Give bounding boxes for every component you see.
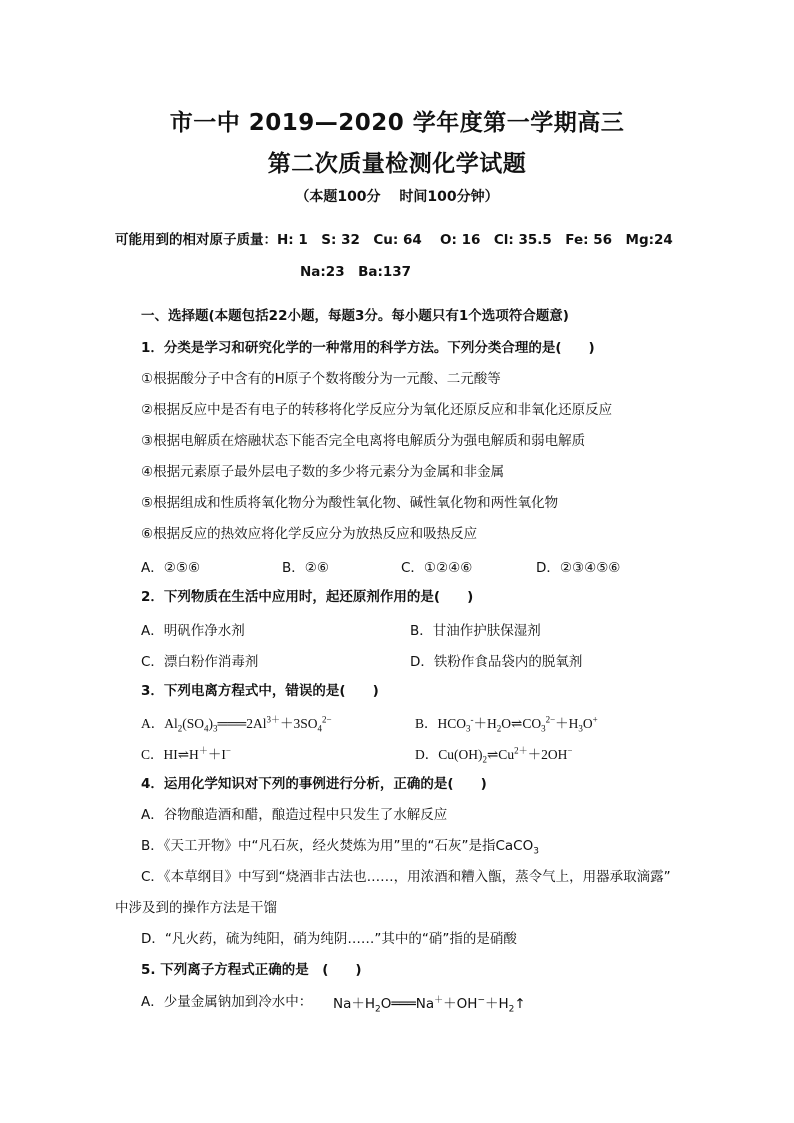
q3-option-d: D．$Cu(OH)_2\rightleftharpoons Cu^{2+}+2OH^-$	[415, 745, 573, 765]
q3-stem: 3．下列电离方程式中，错误的是( )	[141, 683, 379, 699]
q1-item-5: ⑤根据组成和性质将氧化物分为酸性氧化物、碱性氧化物和两性氧化物	[141, 495, 559, 511]
q4-stem: 4．运用化学知识对下列的事例进行分析，正确的是( )	[141, 776, 487, 792]
q1-option-d: D．②③④⑤⑥	[536, 560, 621, 576]
q3-option-c: C．HI⇌H＋＋I−	[141, 745, 231, 762]
q3-option-b: B．$HCO_3^-+H_2O\rightleftharpoons CO_3^{2-}+H_3O^+$	[415, 714, 598, 734]
title-line-2: 第二次质量检测化学试题	[267, 151, 527, 177]
q4-option-c-line-2: 中涉及到的操作方法是干馏	[115, 900, 277, 916]
q3-option-a: A．$Al_2(SO_4)_3═══2Al^{3+}+3SO_4^{2-}$	[141, 714, 332, 734]
q4-option-d: D．“凡火药，硫为纯阳，硝为纯阴……”其中的“硝”指的是硝酸	[141, 931, 517, 947]
q5-option-a-equation: $Na+H_2O═══Na^++OH^-+H_2↑$	[333, 995, 526, 1015]
section-heading: 一、选择题(本题包括22小题，每题3分。每小题只有1个选项符合题意)	[141, 308, 569, 324]
q5-option-a-label: A．少量金属钠加到冷水中：	[141, 994, 313, 1010]
q2-stem: 2．下列物质在生活中应用时，起还原剂作用的是( )	[141, 589, 474, 605]
q1-option-a: A．②⑤⑥	[141, 560, 201, 576]
q1-option-b: B．②⑥	[282, 560, 329, 576]
q2-option-c: C．漂白粉作消毒剂	[141, 654, 259, 670]
q1-option-c: C．①②④⑥	[401, 560, 473, 576]
atomic-mass-line-1: 可能用到的相对原子质量：H: 1 S: 32 Cu: 64 O: 16 Cl: 35.5 Fe: 56 Mg:24	[115, 232, 673, 248]
q1-item-2: ②根据反应中是否有电子的转移将化学反应分为氧化还原反应和非氧化还原反应	[141, 402, 613, 418]
q4-option-c-line-1: C．《本草纲目》中写到“烧酒非古法也……，用浓酒和糟入甑，蒸令气上，用器承取滴露”	[141, 869, 671, 885]
q2-option-b: B．甘油作护肤保湿剂	[410, 623, 541, 639]
q1-stem: 1．分类是学习和研究化学的一种常用的科学方法。下列分类合理的是( )	[141, 340, 595, 356]
q1-item-3: ③根据电解质在熔融状态下能否完全电离将电解质分为强电解质和弱电解质	[141, 433, 586, 449]
q5-stem: 5. 下列离子方程式正确的是 ( )	[141, 962, 362, 978]
title-line-1: 市一中 2019—2020 学年度第一学期高三	[169, 110, 625, 136]
q1-item-6: ⑥根据反应的热效应将化学反应分为放热反应和吸热反应	[141, 526, 478, 542]
q1-item-1: ①根据酸分子中含有的H原子个数将酸分为一元酸、二元酸等	[141, 371, 501, 387]
q4-option-b: B．《天工开物》中“凡石灰，经火焚炼为用”里的“石灰”是指CaCO$_3$	[141, 838, 539, 857]
exam-meta: （本题100分 时间100分钟）	[295, 189, 499, 205]
q1-item-4: ④根据元素原子最外层电子数的多少将元素分为金属和非金属	[141, 464, 505, 480]
q2-option-a: A．明矾作净水剂	[141, 623, 245, 639]
atomic-mass-line-2: Na:23 Ba:137	[300, 264, 412, 280]
q2-option-d: D．铁粉作食品袋内的脱氧剂	[410, 654, 583, 670]
q4-option-a: A．谷物酿造酒和醋，酿造过程中只发生了水解反应	[141, 807, 448, 823]
